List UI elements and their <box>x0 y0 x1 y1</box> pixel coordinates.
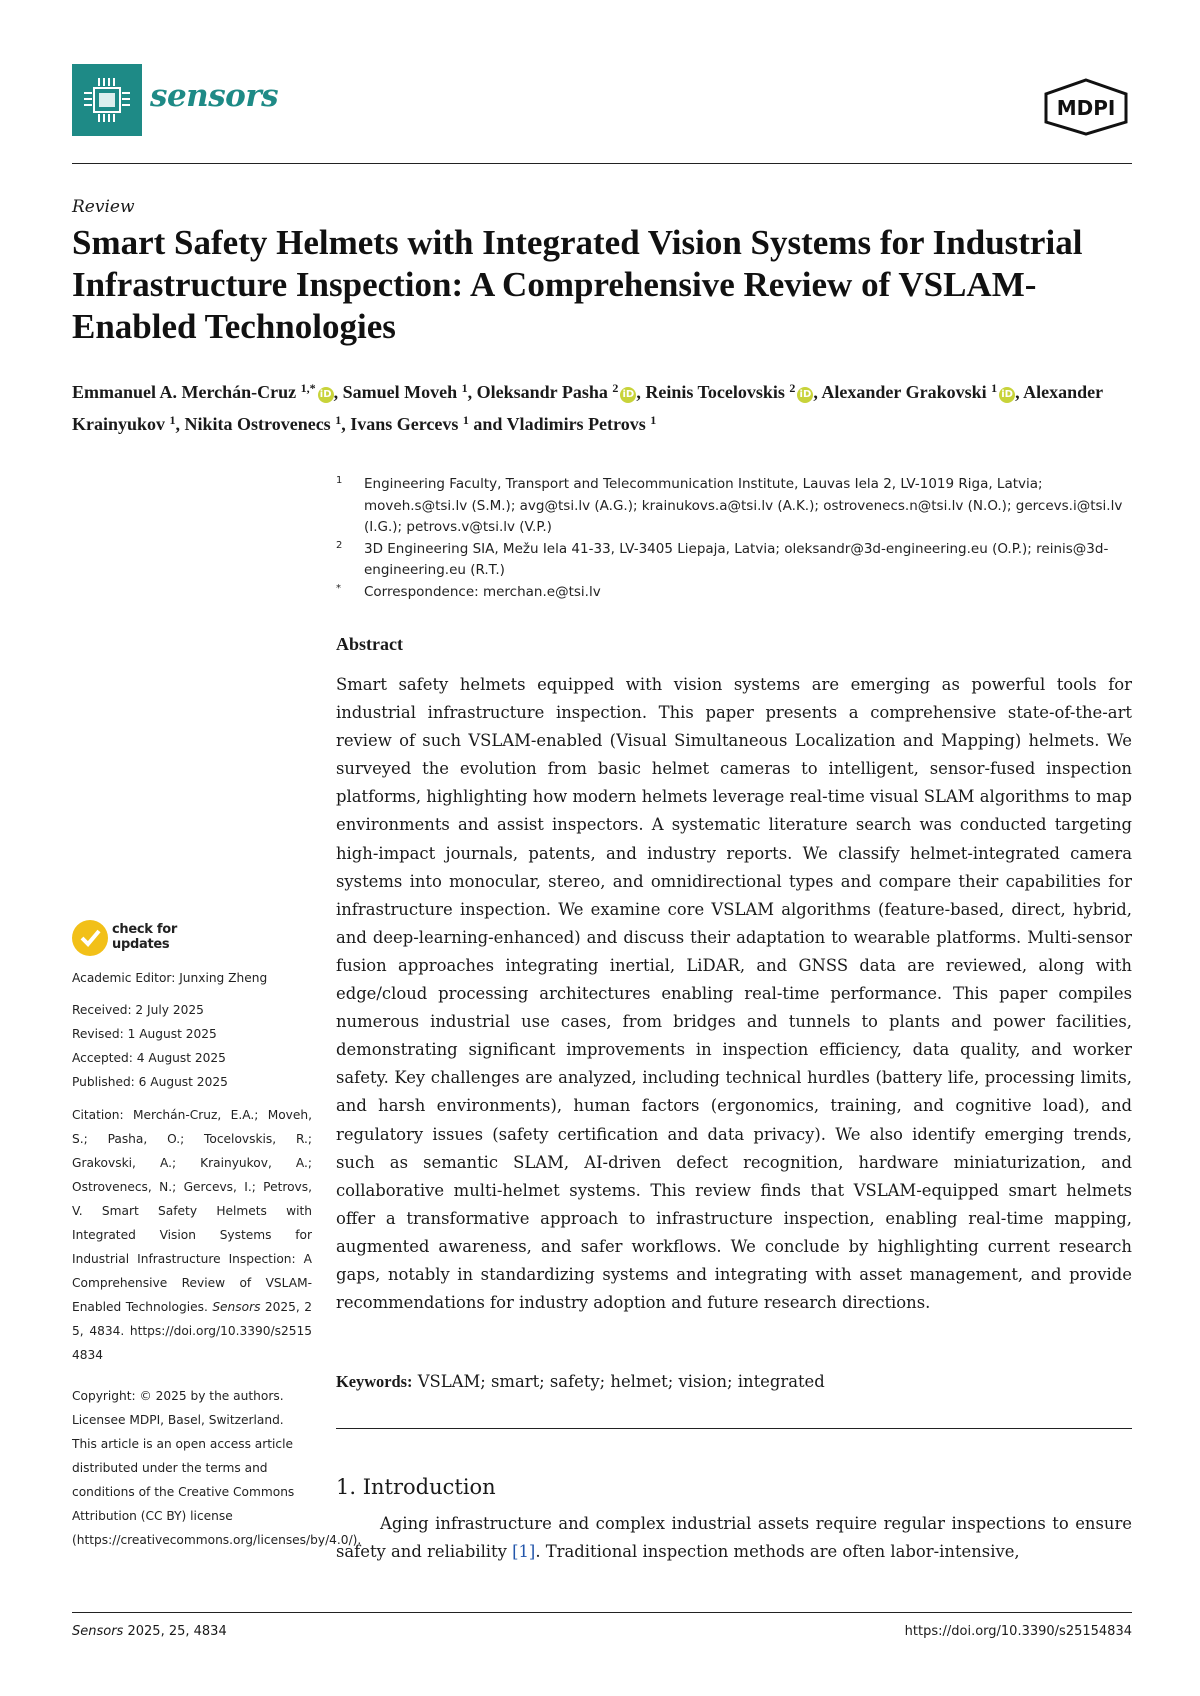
header-divider <box>72 163 1132 164</box>
author-separator: , <box>1015 382 1024 402</box>
reference-link[interactable]: [1] <box>512 1542 536 1562</box>
affiliation-mark: 2 <box>336 539 343 551</box>
date-entry: Received: 2 July 2025 <box>72 1003 204 1017</box>
author-name: Oleksandr Pasha <box>476 382 613 402</box>
check-for-label: check for <box>112 922 177 937</box>
affiliation-item <box>336 539 1132 582</box>
author-separator: , <box>341 414 351 434</box>
author-affiliation-mark: 1 <box>335 413 342 427</box>
author-affiliation-mark: 1,* <box>300 381 316 395</box>
author-name: Alexander Krainyukov <box>72 382 1103 434</box>
introduction-text: Aging infrastructure and complex industrial assets require regular inspections to ensure safety and reliability [1]. Traditional inspection methods are often labor-intensive, <box>336 1514 1132 1562</box>
author-separator: , <box>333 382 343 402</box>
author-affiliation-mark: 2 <box>789 381 796 395</box>
affiliations <box>336 474 1132 603</box>
author-affiliation-mark: 1 <box>462 413 469 427</box>
author-separator: , <box>636 382 646 402</box>
abstract-text: Smart safety helmets equipped with vision systems are emerging as powerful tools for industrial infrastructure inspection. This paper presents a comprehensive state-of-the-art review of such VSLAM-enabled (Visual Simultaneous Localization and Mapping) helmets. We surveyed the evolution from basic helmet cameras to intelligent, sensor-fused inspection platforms, highlighting how modern helmets leverage real-time visual SLAM algorithms to map environments and assist inspectors. A systematic literature search was conducted targeting high-impact journals, patents, and industry reports. We classify helmet-integrated camera systems into monocular, stereo, and omnidirectional types and compare their capabilities for infrastructure inspection. We examine core VSLAM algorithms (feature-based, direct, hybrid, and deep-learning-enhanced) and discuss their adaptation to wearable platforms. Multi-sensor fusion approaches integrating inertial, LiDAR, and GNSS data are reviewed, along with edge/cloud processing architectures enabling real-time performance. This paper compiles numerous industrial use cases, from bridges and tunnels to plants and power facilities, demonstrating significant improvements in inspection efficiency, data quality, and worker safety. Key challenges are analyzed, including technical hurdles (battery life, processing limits, and harsh environments), human factors (ergonomics, training, and cognitive load), and regulatory issues (safety certification and data privacy). We also identify emerging trends, such as semantic SLAM, AI-driven defect recognition, hardware miniaturization, and collaborative multi-helmet systems. This review finds that VSLAM-equipped smart helmets offer a transformative approach to infrastructure inspection, enabling real-time mapping, augmented awareness, and safer workflows. We conclude by highlighting current research gaps, notably in standardizing systems and integrating with asset management, and provide recommendations for industry adoption and future research directions. <box>336 675 1132 1313</box>
citation-block <box>72 1103 312 1367</box>
keywords-text: VSLAM; smart; safety; helmet; vision; integrated <box>417 1372 825 1391</box>
footer-divider <box>72 1612 1132 1613</box>
article-type: Review <box>72 197 135 217</box>
citation-doi[interactable]: 2025, 25, 4834. https://doi.org/10.3390/s25154834 <box>72 1300 312 1362</box>
author-name: Ivans Gercevs <box>350 414 463 434</box>
paper-title: Smart Safety Helmets with Integrated Vision Systems for Industrial Infrastructure Inspection: A Comprehensive Review of VSLAM-Enabled Technologies <box>72 223 1083 346</box>
journal-logo <box>72 64 142 136</box>
author-name: Vladimirs Petrovs <box>506 414 651 434</box>
academic-editor: Academic Editor: Junxing Zheng <box>72 971 268 985</box>
author-name: Nikita Ostrovenecs <box>184 414 336 434</box>
affiliation-text: Engineering Faculty, Transport and Telecommunication Institute, Lauvas Iela 2, LV-1019 Riga, Latvia; moveh.s@tsi.lv (S.M.); avg@tsi.lv (A.G.); krainukovs.a@tsi.lv (A.K.); ostrovenecs.n@tsi.lv (N.O.); gercevs.i@tsi.lv (I.G.); petrovs.v@tsi.lv (V.P.) <box>364 476 1123 535</box>
citation-journal: Sensors <box>212 1300 261 1314</box>
orcid-icon[interactable]: iD <box>318 387 334 403</box>
affiliation-item <box>336 474 1132 539</box>
affiliation-text: Correspondence: merchan.e@tsi.lv <box>364 583 601 600</box>
updates-label: updates <box>112 937 170 952</box>
author-affiliation-mark: 1 <box>169 413 176 427</box>
footer-volume: 2025, 25, 4834 <box>127 1624 227 1639</box>
author-affiliation-mark: 1 <box>461 381 468 395</box>
author-separator: , <box>467 382 477 402</box>
abstract-heading: Abstract <box>336 634 403 654</box>
citation-text: Citation: Merchán-Cruz, E.A.; Moveh, S.; Pasha, O.; Tocelovskis, R.; Grakovski, A.; Krainyukov, A.; Ostrovenecs, N.; Gercevs, I.; Petrovs, V. Smart Safety Helmets with Integrated Vision Systems for Industrial Infrastructure Inspection: A Comprehensive Review of VSLAM-Enabled Technologies. <box>72 1108 312 1314</box>
orcid-icon[interactable]: iD <box>797 387 813 403</box>
author-name: Emmanuel A. Merchán-Cruz <box>72 382 301 402</box>
footer-citation <box>72 1624 227 1639</box>
author-list <box>72 374 1132 438</box>
publication-dates <box>72 998 312 1094</box>
author-name: Alexander Grakovski <box>821 382 992 402</box>
check-icon <box>72 920 108 956</box>
keywords-label: Keywords: <box>336 1372 413 1391</box>
author-separator: , <box>175 414 185 434</box>
author-name: Reinis Tocelovskis <box>645 382 790 402</box>
author-separator: and <box>468 414 507 434</box>
publisher-logo <box>1040 78 1132 136</box>
introduction-heading: 1. Introduction <box>336 1475 496 1499</box>
author-affiliation-mark: 1 <box>650 413 657 427</box>
author-separator: , <box>813 382 822 402</box>
sensor-chip-icon <box>82 74 132 126</box>
keywords <box>336 1372 825 1392</box>
date-entry: Accepted: 4 August 2025 <box>72 1051 226 1065</box>
journal-name: sensors <box>150 78 279 114</box>
svg-text:MDPI: MDPI <box>1056 96 1116 120</box>
check-for-updates-badge[interactable] <box>72 920 192 958</box>
section-divider <box>336 1428 1132 1429</box>
author-affiliation-mark: 2 <box>612 381 619 395</box>
affiliation-text: 3D Engineering SIA, Mežu Iela 41-33, LV-3405 Liepaja, Latvia; oleksandr@3d-engineering.eu (O.P.); reinis@3d-engineering.eu (R.T.) <box>364 540 1109 578</box>
footer-journal: Sensors <box>72 1624 124 1639</box>
date-entry: Published: 6 August 2025 <box>72 1075 228 1089</box>
affiliation-mark: 1 <box>336 475 343 486</box>
affiliation-item <box>336 582 1132 604</box>
orcid-icon[interactable]: iD <box>620 387 636 403</box>
page-header <box>72 64 1132 136</box>
date-entry: Revised: 1 August 2025 <box>72 1027 217 1041</box>
orcid-icon[interactable]: iD <box>999 387 1015 403</box>
author-affiliation-mark: 1 <box>991 381 998 395</box>
footer-doi[interactable]: https://doi.org/10.3390/s25154834 <box>904 1624 1132 1639</box>
copyright-notice: Copyright: © 2025 by the authors. Licensee MDPI, Basel, Switzerland. This article is an open access article distributed under the terms and conditions of the Creative Commons Attribution (CC BY) license (https://creativecommons.org/licenses/by/4.0/). <box>72 1389 362 1547</box>
author-name: Samuel Moveh <box>342 382 462 402</box>
affiliation-mark: * <box>336 582 341 594</box>
